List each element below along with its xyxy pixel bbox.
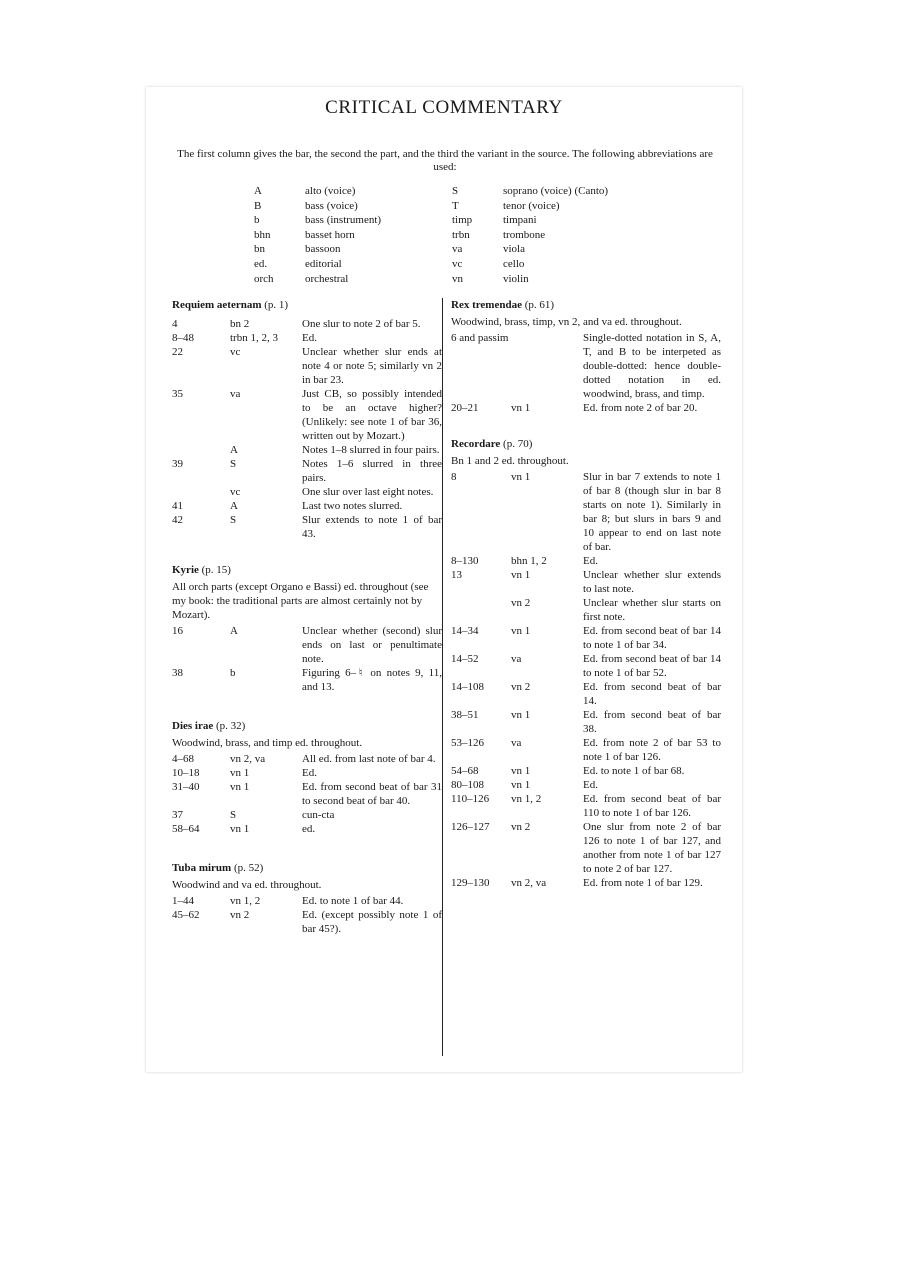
entry-variant: Ed. [302,332,317,344]
entry-bar: 129–130 [451,877,490,889]
abbreviation-code: orch [254,272,274,285]
section-page-ref: (p. 61) [524,299,555,311]
commentary-entry [451,792,721,820]
entry-variant: cun-cta [302,809,335,821]
entry-bar: 8 [451,471,457,483]
abbreviation-row [452,213,632,228]
abbreviation-row [254,184,414,199]
abbreviation-row [254,199,414,214]
commentary-entry [451,554,721,568]
section-dies-irae [172,719,442,836]
abbreviation-row [254,228,414,243]
abbreviation-row [452,228,632,243]
commentary-entry [172,808,442,822]
commentary-entry [172,780,442,808]
entry-part: vc [230,486,241,498]
document-page [146,87,742,1072]
abbreviation-meaning: editorial [305,257,342,270]
commentary-entry [451,778,721,792]
commentary-entry [451,568,721,596]
entry-bar: 39 [172,458,183,470]
entry-variant: Ed. from note 1 of bar 129. [583,877,703,889]
entry-part: b [230,667,236,679]
abbreviation-row [452,242,632,257]
section-kyrie [172,563,442,694]
entry-variant: Slur extends to note 1 of bar 43. [302,514,442,540]
entry-variant: Ed. from second beat of bar 31 to second beat of bar 40. [302,781,442,807]
commentary-entry [451,652,721,680]
entry-part: vn 1 [511,625,531,637]
entry-part: vn 2 [511,821,531,833]
entry-variant: Notes 1–6 slurred in three pairs. [302,458,442,484]
entry-variant: All ed. from last note of bar 4. [302,753,436,765]
entry-variant: One slur over last eight notes. [302,486,434,498]
entry-variant: Ed. (except possibly note 1 of bar 45?). [302,909,442,935]
section-heading [172,719,442,733]
abbreviation-code: trbn [452,228,470,241]
abbreviation-meaning: viola [503,243,525,256]
abbreviation-row [254,272,414,287]
entry-bar: 20–21 [451,402,479,414]
section-rex-tremendae [451,298,721,415]
entry-part: va [511,737,522,749]
commentary-entry [451,470,721,554]
section-heading [172,563,442,577]
abbreviation-row [254,213,414,228]
abbreviation-meaning: trombone [503,228,546,241]
section-requiem-aeternam [172,298,442,541]
entry-part: vc [230,346,241,358]
section-tuba-mirum [172,861,442,936]
entry-variant: Notes 1–8 slurred in four pairs. [302,444,440,456]
entry-bar: 45–62 [172,909,200,921]
abbreviation-meaning: alto (voice) [305,185,356,197]
abbreviation-row [452,272,632,287]
entry-part: vn 2 [511,681,531,693]
commentary-entry [451,680,721,708]
section-name: Tuba mirum [172,862,232,874]
commentary-entry [172,443,442,457]
commentary-entry [172,485,442,499]
entry-variant: Ed. [583,779,598,791]
commentary-entry [451,736,721,764]
section-note: Woodwind, brass, and timp ed. throughout. [172,737,363,749]
section-page-ref: (p. 52) [233,862,264,874]
entry-part: vn 1 [230,823,250,835]
abbreviation-code: bn [254,243,265,256]
section-name: Rex tremendae [451,299,522,311]
entry-bar: 42 [172,514,183,526]
entry-bar: 4 [172,318,178,330]
abbreviation-row [452,257,632,272]
entry-part: vn 1 [511,709,531,721]
right-column [451,298,721,890]
entry-part: A [230,444,238,456]
section-heading [172,298,442,312]
entry-variant: Unclear whether slur ends at note 4 or note 5; similarly vn 2 in bar 23. [302,346,442,386]
commentary-entry [172,345,442,387]
entry-part: vn 1 [511,402,531,414]
entry-bar: 8–48 [172,332,194,344]
entry-variant: Figuring 6–♮ on notes 9, 11, and 13. [302,667,442,693]
entry-variant: Ed. from note 2 of bar 53 to note 1 of bar 126. [583,737,721,763]
entry-bar: 58–64 [172,823,200,835]
abbreviation-row [452,184,632,199]
entry-part: bhn 1, 2 [511,555,547,567]
entry-bar: 6 and passim [451,332,509,344]
entry-bar: 16 [172,625,183,637]
entry-part: vn 1, 2 [230,895,261,907]
entry-bar: 53–126 [451,737,484,749]
commentary-entry [451,764,721,778]
abbreviation-meaning: bassoon [305,243,341,256]
entry-bar: 41 [172,500,183,512]
section-name: Kyrie [172,564,199,576]
entry-variant: Ed. [583,555,598,567]
entry-bar: 14–34 [451,625,479,637]
abbreviation-meaning: violin [503,272,529,285]
abbreviation-code: bhn [254,228,271,241]
entry-part: va [511,653,522,665]
entry-variant: Unclear whether slur starts on first note. [583,597,721,623]
entry-part: vn 2 [230,909,250,921]
commentary-entry [172,894,442,908]
abbreviation-code: S [452,185,459,197]
entry-bar: 38 [172,667,183,679]
entry-bar: 14–108 [451,681,484,693]
section-heading [451,437,721,451]
commentary-entry [172,457,442,485]
entry-variant: Ed. from second beat of bar 14 to note 1 of bar 52. [583,653,721,679]
section-heading [172,861,442,875]
left-column [172,298,442,936]
section-note: Woodwind, brass, timp, vn 2, and va ed. throughout. [451,316,682,328]
commentary-entry [172,387,442,443]
entry-variant: Ed. from second beat of bar 38. [583,709,721,735]
abbreviation-row [254,257,414,272]
commentary-entry [451,820,721,876]
entry-bar: 110–126 [451,793,490,805]
entry-part: S [230,809,237,821]
entry-variant: Last two notes slurred. [302,500,403,512]
abbreviations-left [254,184,414,286]
abbreviation-code: A [254,185,262,197]
abbreviations-right [452,184,632,286]
abbreviation-row [452,199,632,214]
entry-bar: 8–130 [451,555,479,567]
abbreviation-code: b [254,214,260,227]
commentary-entry [172,499,442,513]
commentary-entry [172,513,442,541]
entry-variant: ed. [302,823,316,835]
section-page-ref: (p. 1) [264,299,289,311]
entry-bar: 126–127 [451,821,490,833]
commentary-entry [172,624,442,666]
entry-variant: Unclear whether slur extends to last note. [583,569,721,595]
page-title: CRITICAL COMMENTARY [325,97,563,118]
entry-bar: 37 [172,809,183,821]
entry-variant: Just CB, so possibly intended to be an octave higher? (Unlikely: see note 1 of bar 36, written out by Mozart.) [302,388,442,442]
entry-part: trbn 1, 2, 3 [230,332,278,344]
entry-variant: Ed. from second beat of bar 14 to note 1 of bar 34. [583,625,721,651]
section-name: Dies irae [172,720,214,732]
entry-variant: Slur in bar 7 extends to note 1 of bar 8 (though slur in bar 8 starts on note 1). Similarly in bar 8; but slurs in bars 9 and 10 appear to end on last note of bar. [583,471,721,553]
commentary-entry [451,708,721,736]
entry-part: S [230,514,237,526]
intro-paragraph: The first column gives the bar, the second the part, and the third the variant in the source. The following abbreviations are used: [177,148,713,173]
commentary-entry [172,752,442,766]
abbreviation-code: va [452,243,463,256]
section-page-ref: (p. 32) [215,720,246,732]
entry-part: vn 1 [511,779,531,791]
entry-bar: 10–18 [172,767,200,779]
column-divider [442,298,443,1056]
abbreviation-meaning: bass (voice) [305,199,358,212]
commentary-entry [451,624,721,652]
abbreviation-code: T [452,199,459,212]
abbreviation-meaning: basset horn [305,228,355,241]
abbreviation-meaning: soprano (voice) (Canto) [503,185,609,197]
commentary-entry [172,331,442,345]
entry-bar: 4–68 [172,753,194,765]
entry-bar: 14–52 [451,653,479,665]
section-heading [451,298,721,312]
abbreviation-meaning: tenor (voice) [503,199,560,212]
entry-bar: 13 [451,569,462,581]
section-page-ref: (p. 70) [503,438,533,450]
entry-bar: 35 [172,388,183,400]
commentary-entry [172,666,442,694]
abbreviation-meaning: orchestral [305,272,349,285]
abbreviation-meaning: bass (instrument) [305,214,382,227]
section-recordare [451,437,721,890]
entry-variant: One slur from note 2 of bar 126 to note 1 of bar 127, and another from note 1 of bar 127 to note 2 of bar 127. [583,821,721,875]
entry-part: vn 1 [511,569,531,581]
entry-part: vn 2 [511,597,531,609]
entry-part: vn 1 [230,781,250,793]
commentary-entry [451,401,721,415]
abbreviation-code: ed. [254,257,268,270]
entry-part: bn 2 [230,318,250,330]
entry-part: va [230,388,241,400]
commentary-entry [172,766,442,780]
section-note: Bn 1 and 2 ed. throughout. [451,455,569,467]
entry-variant: Ed. to note 1 of bar 44. [302,895,404,907]
entry-bar: 1–44 [172,895,194,907]
section-page-ref: (p. 15) [201,564,231,576]
entry-part: vn 1 [511,471,531,483]
entry-part: A [230,500,238,512]
commentary-entry [172,317,442,331]
entry-bar: 22 [172,346,183,358]
commentary-entry [172,822,442,836]
abbreviation-code: vc [452,257,463,270]
abbreviation-code: B [254,199,262,212]
entry-part: vn 1 [511,765,531,777]
section-name: Recordare [451,438,501,450]
entry-bar: 80–108 [451,779,484,791]
abbreviation-code: vn [452,272,463,285]
entry-variant: Ed. to note 1 of bar 68. [583,765,685,777]
section-note: All orch parts (except Organo e Bassi) ed. throughout (see my book: the traditional parts are almost certainly not by Mozart). [172,581,429,621]
entry-variant: Ed. from second beat of bar 14. [583,681,721,707]
section-note: Woodwind and va ed. throughout. [172,879,322,891]
entry-variant: Ed. from note 2 of bar 20. [583,402,698,414]
abbreviation-code: timp [452,214,473,227]
entry-part: vn 1 [230,767,250,779]
commentary-entry [451,596,721,624]
entry-part: vn 1, 2 [511,793,542,805]
entry-variant: Ed. [302,767,317,779]
commentary-entry [451,331,721,401]
entry-part: vn 2, va [511,877,547,889]
entry-bar: 38–51 [451,709,479,721]
entry-bar: 54–68 [451,765,479,777]
entry-variant: Unclear whether (second) slur ends on last or penultimate note. [302,625,442,665]
abbreviation-meaning: timpani [503,214,537,227]
entry-part: S [230,458,237,470]
entry-bar: 31–40 [172,781,200,793]
entry-variant: Ed. from second beat of bar 110 to note 1 of bar 126. [583,793,721,819]
abbreviation-row [254,242,414,257]
entry-part: vn 2, va [230,753,266,765]
abbreviation-meaning: cello [503,257,525,270]
commentary-entry [172,908,442,936]
entry-part: A [230,625,238,637]
section-name: Requiem aeternam [172,299,262,311]
entry-variant: One slur to note 2 of bar 5. [302,318,421,330]
commentary-entry [451,876,721,890]
entry-variant: Single-dotted notation in S, A, T, and B to be interpeted as double-dotted: hence double-dotted notation in ed. woodwind, brass, and timp. [583,332,721,400]
